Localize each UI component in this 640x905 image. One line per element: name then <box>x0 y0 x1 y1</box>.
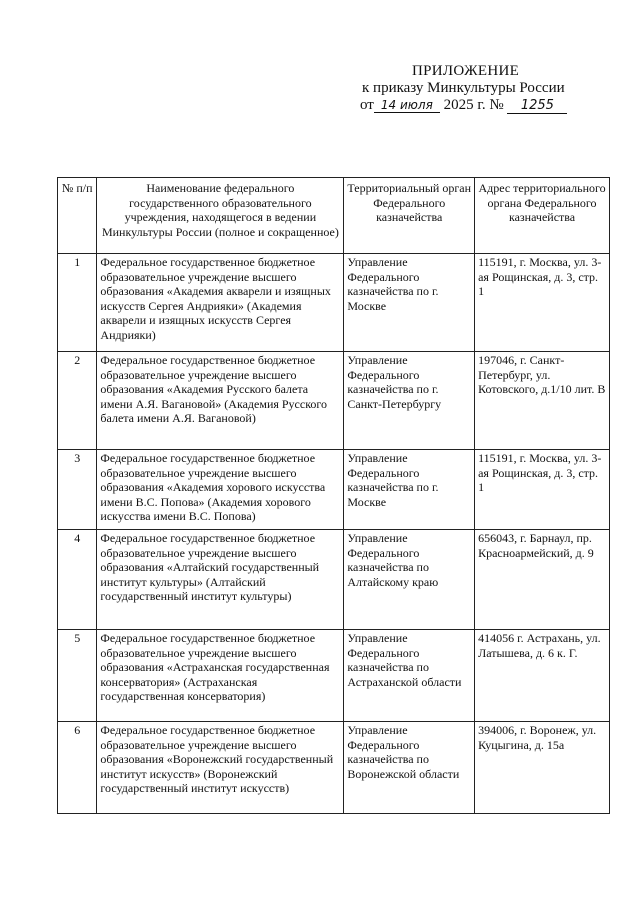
table-row <box>58 254 610 352</box>
row-treasury-address: 414056 г. Астрахань, ул. Латышева, д. 6 к. Г. <box>475 630 610 722</box>
table-header-row <box>58 178 610 254</box>
row-institution-name: Федеральное государственное бюджетное образовательное учреждение высшего образования «Академия хорового искусства имени В.С. Попова» (Академия хорового искусства имени В.С. Попова) <box>97 450 344 530</box>
header-num: № п/п <box>58 178 97 254</box>
row-institution-name: Федеральное государственное бюджетное образовательное учреждение высшего образования «Академия Русского балета имени А.Я. Вагановой» (Академия Русского балета имени А.Я. Вагановой) <box>97 352 344 450</box>
row-num: 1 <box>58 254 97 352</box>
table-row <box>58 450 610 530</box>
appendix-order-date-line <box>352 97 612 114</box>
row-num: 3 <box>58 450 97 530</box>
appendix-header <box>352 63 612 114</box>
order-date-handwritten: 14 июля <box>374 98 440 113</box>
row-institution-name: Федеральное государственное бюджетное образовательное учреждение высшего образования «Воронежский государственный институт искусств» (Воронежский государственный институт искусств) <box>97 722 344 814</box>
order-from-prefix: от <box>360 97 374 113</box>
row-treasury-org: Управление Федерального казначейства по Воронежской области <box>344 722 475 814</box>
header-addr: Адрес территориального органа Федерального казначейства <box>475 178 610 254</box>
row-treasury-org: Управление Федерального казначейства по г. Москве <box>344 450 475 530</box>
row-treasury-address: 115191, г. Москва, ул. 3-ая Рощинская, д. 3, стр. 1 <box>475 450 610 530</box>
table-row <box>58 352 610 450</box>
row-treasury-address: 394006, г. Воронеж, ул. Куцыгина, д. 15а <box>475 722 610 814</box>
table-row <box>58 722 610 814</box>
row-treasury-address: 197046, г. Санкт-Петербург, ул. Котовского, д.1/10 лит. В <box>475 352 610 450</box>
row-treasury-address: 115191, г. Москва, ул. 3-ая Рощинская, д. 3, стр. 1 <box>475 254 610 352</box>
row-treasury-org: Управление Федерального казначейства по Астраханской области <box>344 630 475 722</box>
order-year-text: 2025 г. № <box>443 97 504 113</box>
header-name: Наименование федерального государственного образовательного учреждения, находящегося в ведении Минкультуры России (полное и сокращенное) <box>97 178 344 254</box>
row-institution-name: Федеральное государственное бюджетное образовательное учреждение высшего образования «Академия акварели и изящных искусств Сергея Андрияки» (Академия акварели и изящных искусств Сергея Андрияки) <box>97 254 344 352</box>
table-row <box>58 630 610 722</box>
row-treasury-org: Управление Федерального казначейства по Алтайскому краю <box>344 530 475 630</box>
row-num: 2 <box>58 352 97 450</box>
header-org: Территориальный орган Федерального казначейства <box>344 178 475 254</box>
row-num: 4 <box>58 530 97 630</box>
appendix-title: ПРИЛОЖЕНИЕ <box>412 63 520 79</box>
row-treasury-address: 656043, г. Барнаул, пр. Красноармейский, д. 9 <box>475 530 610 630</box>
row-institution-name: Федеральное государственное бюджетное образовательное учреждение высшего образования «Астраханская государственная консерватория» (Астраханская государственная консерватория) <box>97 630 344 722</box>
table-row <box>58 530 610 630</box>
row-treasury-org: Управление Федерального казначейства по г. Санкт-Петербургу <box>344 352 475 450</box>
order-number-handwritten: 1255 <box>507 99 567 114</box>
appendix-order-reference: к приказу Минкультуры России <box>362 80 565 96</box>
row-institution-name: Федеральное государственное бюджетное образовательное учреждение высшего образования «Алтайский государственный институт культуры» (Алтайский государственный институт культуры) <box>97 530 344 630</box>
institutions-table <box>57 177 610 814</box>
row-treasury-org: Управление Федерального казначейства по г. Москве <box>344 254 475 352</box>
row-num: 5 <box>58 630 97 722</box>
row-num: 6 <box>58 722 97 814</box>
